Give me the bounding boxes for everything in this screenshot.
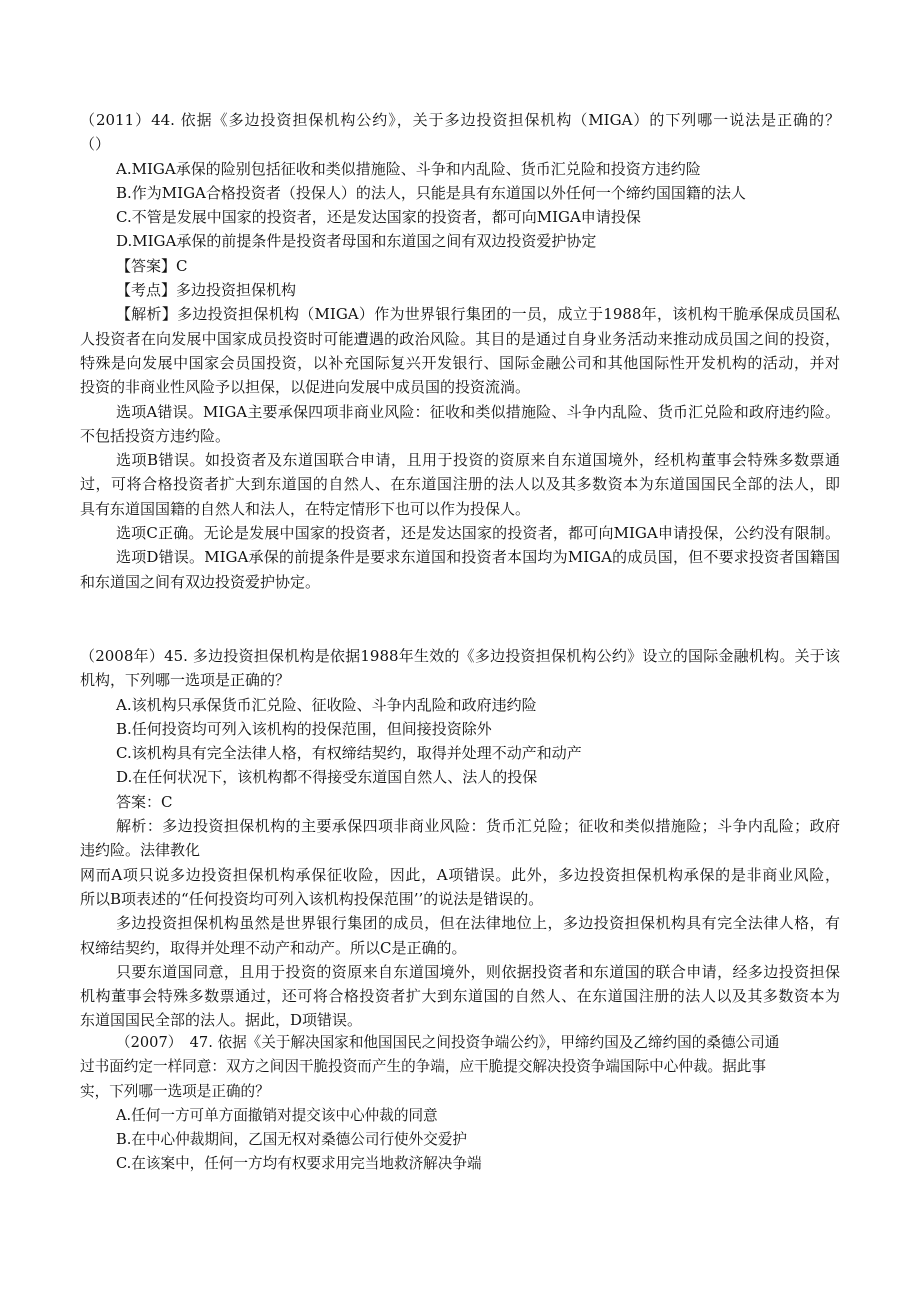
question-2007-47 [80, 1031, 840, 1177]
topic-line: 【考点】多边投资担保机构 [116, 281, 297, 300]
question-stem: （2007） 47. 依据《关于解决国家和他国国民之间投资争端公约》，甲缔约国及乙缔约国的桑德公司通 [116, 1034, 780, 1051]
analysis-line: 人投资者在向发展中国家成员投资时可能遭遇的政治风险。其目的是通过自身业务活动来推动成员国之间的投资， [80, 329, 840, 348]
option-c: C.在该案中，任何一方均有权要求用完当地救济解决争端 [116, 1155, 482, 1173]
option-a: A.该机构只承保货币汇兑险、征收险、斗争内乱险和政府违约险 [116, 695, 537, 714]
option-c: C.该机构具有完全法律人格，有权缔结契约，取得并处理不动产和动产 [116, 744, 582, 763]
analysis-line: 解析：多边投资担保机构的主要承保四项非商业风险：货币汇兑险；征收和类似措施险；斗争内乱险；政府 [116, 817, 840, 836]
question-2011-44 [80, 108, 840, 594]
option-a-explanation: 不包括投资方违约险。 [80, 426, 231, 445]
option-a-explanation: 选项A错误。MIGA主要承保四项非商业风险：征收和类似措施险、斗争内乱险、货币汇兑险和政府违约险。 [116, 402, 840, 421]
analysis-line: 特殊是向发展中国家会员国投资，以补充国际复兴开发银行、国际金融公司和其他国际性开发机构的活动，并对 [80, 353, 840, 372]
option-a: A.MIGA承保的险别包括征收和类似措施险、斗争和内乱险、货币汇兑险和投资方违约险 [116, 159, 701, 178]
analysis-line: 网而A项只说多边投资担保机构承保征收险，因此，A项错误。此外，多边投资担保机构承保的是非商业风险， [80, 865, 840, 884]
option-b: B.任何投资均可列入该机构的投保范围，但间接投资除外 [116, 719, 492, 738]
analysis-line: 只要东道国同意，且用于投资的资原来自东道国境外，则依据投资者和东道国的联合申请，经多边投资担保 [116, 962, 840, 981]
option-d-explanation: 选项D错误。MIGA承保的前提条件是要求东道国和投资者本国均为MIGA的成员国，但不要求投资者国籍国 [116, 548, 840, 567]
option-d: D.MIGA承保的前提条件是投资者母国和东道国之间有双边投资爱护协定 [116, 232, 597, 251]
option-b-explanation: 具有东道国国籍的自然人和法人，在特定情形下也可以作为投保人。 [80, 499, 531, 518]
answer-line: 【答案】C [116, 256, 188, 275]
analysis-line: 多边投资担保机构虽然是世界银行集团的成员，但在法律地位上，多边投资担保机构具有完全法律人格，有 [116, 914, 840, 933]
question-stem: 实，下列哪一选项是正确的？ [80, 1082, 270, 1100]
option-b-explanation: 选项B错误。如投资者及东道国联合申请，且用于投资的资原来自东道国境外，经机构董事会特殊多数票通 [116, 451, 840, 470]
option-c-explanation: 选项C正确。无论是发展中国家的投资者，还是发达国家的投资者，都可向MIGA申请投保，公约没有限制。 [116, 524, 840, 543]
analysis-line: 东道国国民全部的法人。据此，D项错误。 [80, 1011, 363, 1030]
option-b: B.作为MIGA合格投资者（投保人）的法人，只能是具有东道国以外任何一个缔约国国籍的法人 [116, 183, 746, 202]
analysis-line: 【解析】多边投资担保机构（MIGA）作为世界银行集团的一员，成立于1988年，该机构干脆承保成员国私 [116, 305, 840, 324]
option-b: B.在中心仲裁期间，乙国无权对桑德公司行使外交爱护 [116, 1131, 468, 1149]
option-d: D.在任何状况下，该机构都不得接受东道国自然人、法人的投保 [116, 768, 538, 787]
question-stem: 机构，下列哪一选项是正确的？ [80, 671, 291, 690]
option-a: A.任何一方可单方面撤销对提交该中心仲裁的同意 [116, 1106, 438, 1124]
analysis-line: 机构董事会特殊多数票通过，还可将合格投资者扩大到东道国的自然人、在东道国注册的法人以及其多数资本为 [80, 987, 840, 1006]
option-b-explanation: 过，可将合格投资者扩大到东道国的自然人、在东道国注册的法人以及其多数资本为东道国国民全部的法人，即 [80, 475, 840, 494]
option-d-explanation: 和东道国之间有双边投资爱护协定。 [80, 572, 321, 591]
analysis-line: 违约险。法律教化 [80, 841, 201, 860]
question-stem: （2011）44. 依据《多边投资担保机构公约》，关于多边投资担保机构（MIGA）的下列哪一说法是正确的？ [80, 111, 840, 129]
answer-line: 答案：C [116, 792, 173, 811]
analysis-line: 权缔结契约，取得并处理不动产和动产。所以C是正确的。 [80, 938, 467, 957]
analysis-line: 投资的非商业性风险予以担保，以促进向发展中成员国的投资流淌。 [80, 378, 531, 397]
question-stem: 过书面约定一样同意：双方之间因干脆投资而产生的争端，应干脆提交解决投资争端国际中心仲裁。据此事 [80, 1058, 766, 1076]
answer-blank: （） [80, 135, 111, 154]
analysis-line: 所以B项表述的“任何投资均可列入该机构投保范围’’的说法是错误的。 [80, 889, 544, 908]
option-c: C.不管是发展中国家的投资者，还是发达国家的投资者，都可向MIGA申请投保 [116, 208, 641, 227]
question-2008-45 [80, 644, 840, 1033]
question-stem: （2008年）45. 多边投资担保机构是依据1988年生效的《多边投资担保机构公约》设立的国际金融机构。关于该 [80, 647, 840, 665]
